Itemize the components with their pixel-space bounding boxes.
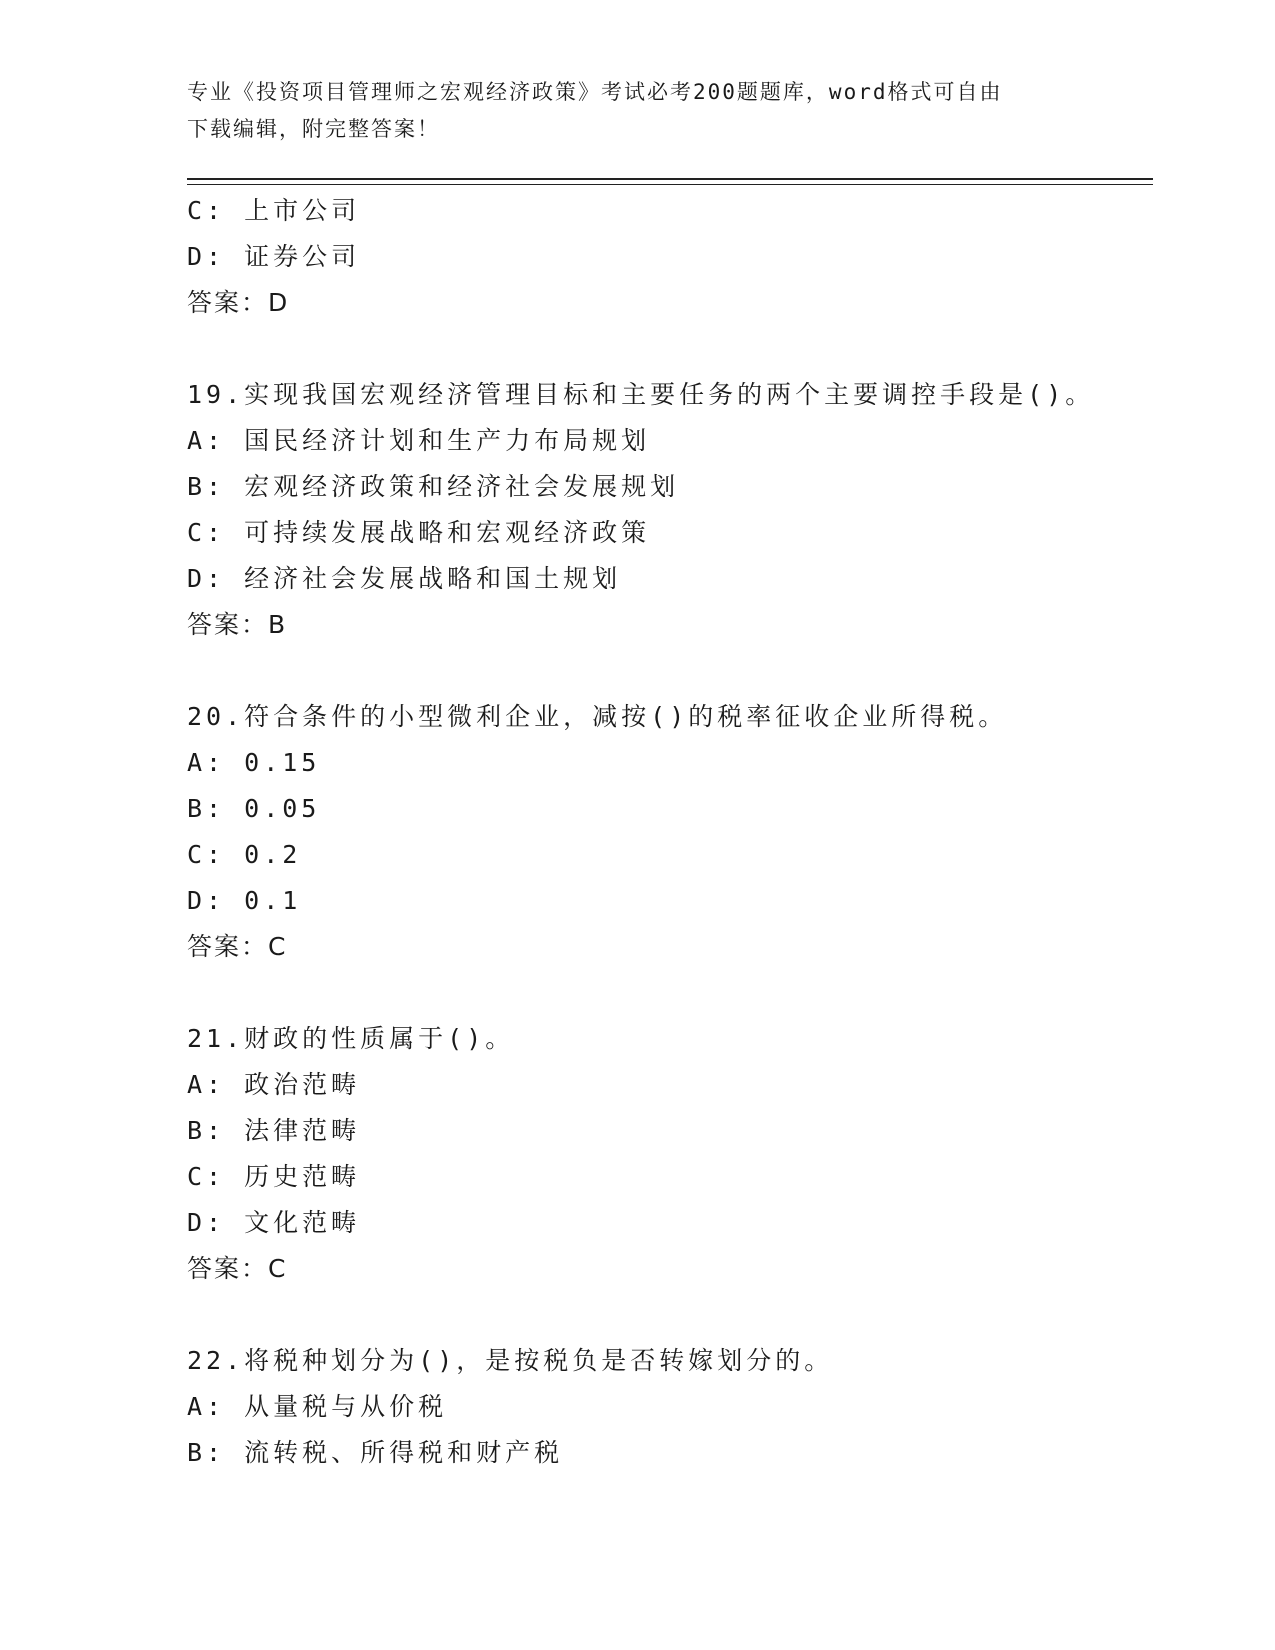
option-a: A: 政治范畴 — [187, 1070, 361, 1099]
question-stem: 22.将税种划分为()，是按税负是否转嫁划分的。 — [187, 1346, 834, 1375]
spacer — [187, 1292, 1147, 1338]
answer-line: 答案：D — [187, 288, 290, 317]
question-20 — [187, 694, 1147, 970]
option-d: D: 文化范畴 — [187, 1208, 361, 1237]
answer-line: 答案：B — [187, 610, 288, 639]
option-a: A: 0.15 — [187, 748, 321, 777]
header-divider — [187, 178, 1153, 185]
question-22 — [187, 1338, 1147, 1476]
option-a: A: 从量税与从价税 — [187, 1392, 448, 1421]
spacer — [187, 970, 1147, 1016]
answer-line: 答案：C — [187, 1254, 288, 1283]
question-stem: 21.财政的性质属于()。 — [187, 1024, 515, 1053]
option-b: B: 宏观经济政策和经济社会发展规划 — [187, 472, 680, 501]
option-c: C: 历史范畴 — [187, 1162, 361, 1191]
option-c: C: 0.2 — [187, 840, 302, 869]
option-c: C: 可持续发展战略和宏观经济政策 — [187, 518, 651, 547]
question-list — [187, 188, 1147, 1476]
option-b: B: 法律范畴 — [187, 1116, 361, 1145]
option-d: D: 0.1 — [187, 886, 302, 915]
option-b: B: 流转税、所得税和财产税 — [187, 1438, 564, 1467]
header-line-2: 下载编辑，附完整答案！ — [187, 117, 440, 141]
question-stem: 19.实现我国宏观经济管理目标和主要任务的两个主要调控手段是()。 — [187, 380, 1095, 409]
question-19 — [187, 372, 1147, 648]
question-21 — [187, 1016, 1147, 1292]
answer-line: 答案：C — [187, 932, 288, 961]
option-d: D: 经济社会发展战略和国土规划 — [187, 564, 622, 593]
document-header — [187, 74, 1067, 148]
spacer — [187, 648, 1147, 694]
option-a: A: 国民经济计划和生产力布局规划 — [187, 426, 651, 455]
spacer — [187, 326, 1147, 372]
option-d: D: 证券公司 — [187, 242, 361, 271]
question-18-continued — [187, 188, 1147, 326]
option-c: C: 上市公司 — [187, 196, 361, 225]
question-stem: 20.符合条件的小型微利企业，减按()的税率征收企业所得税。 — [187, 702, 1008, 731]
header-line-1: 专业《投资项目管理师之宏观经济政策》考试必考200题题库，word格式可自由 — [187, 80, 1003, 104]
option-b: B: 0.05 — [187, 794, 321, 823]
